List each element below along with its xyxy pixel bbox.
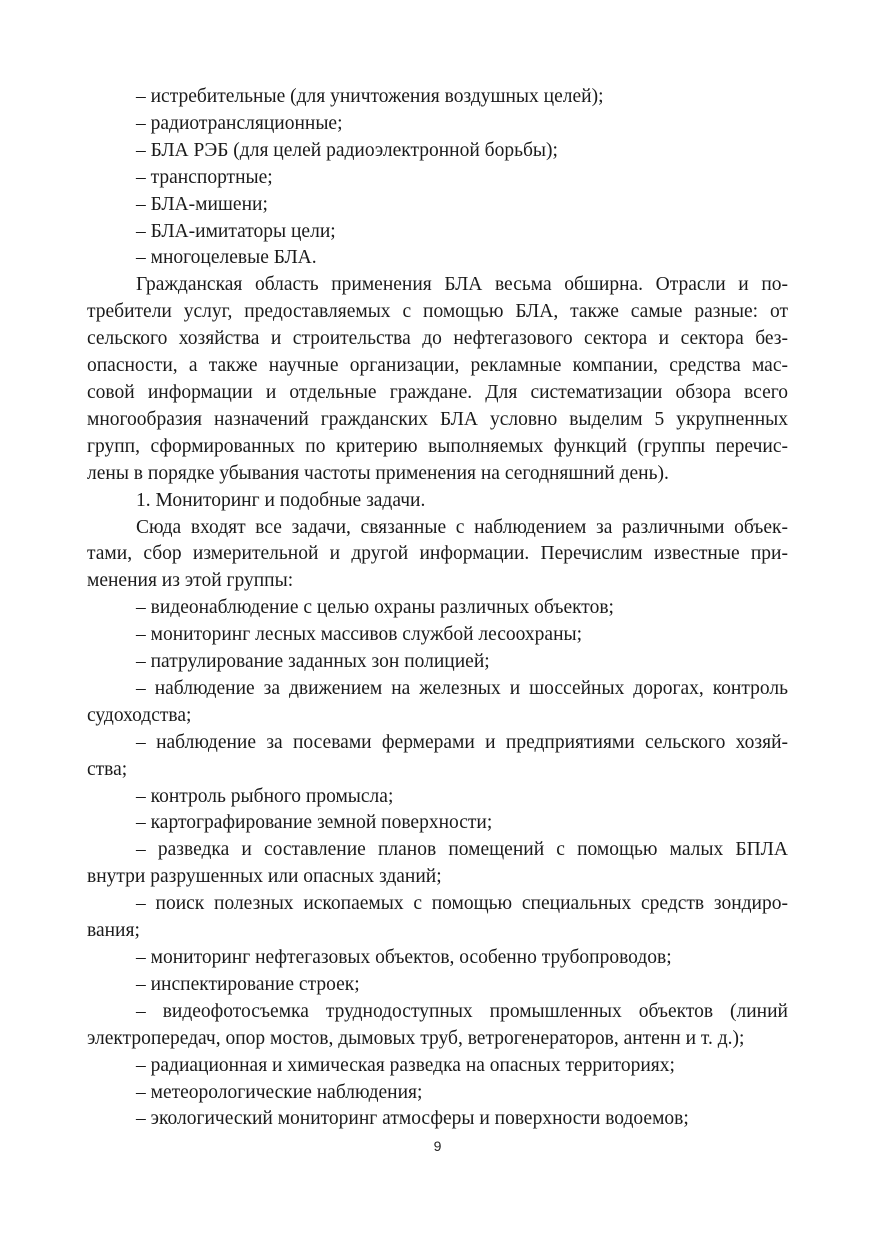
list-item: – мониторинг нефтегазовых объектов, особенно трубопроводов; — [136, 947, 672, 968]
paragraph-line: Гражданская область применения БЛА весьма обширна. Отрасли и по- — [136, 274, 788, 296]
paragraph-line: менения из этой группы: — [87, 570, 294, 592]
list-item: – наблюдение за посевами фермерами и предприятиями сельского хозяй- — [136, 731, 788, 753]
list-item-continuation: электропередач, опор мостов, дымовых труб, ветрогенераторов, антенн и т. д.); — [87, 1027, 745, 1049]
paragraph-line: Сюда входят все задачи, связанные с наблюдением за различными объек- — [136, 516, 788, 538]
list-item: – метеорологические наблюдения; — [136, 1081, 423, 1103]
paragraph-line: сельского хозяйства и строительства до нефтегазового сектора и сектора без- — [87, 328, 788, 350]
list-item: – мониторинг лесных массивов службой лесоохраны; — [136, 624, 583, 646]
paragraph-line: совой информации и отдельные граждане. Для систематизации обзора всего — [87, 381, 788, 403]
list-item: – БЛА-мишени; — [136, 193, 268, 215]
list-item: – наблюдение за движением на железных и шоссейных дорогах, контроль — [136, 677, 788, 699]
document-body — [87, 84, 788, 1133]
list-item: – инспектирование строек; — [136, 973, 360, 995]
list-item: – разведка и составление планов помещений с помощью малых БПЛА — [136, 839, 788, 861]
list-item: – экологический мониторинг атмосферы и поверхности водоемов; — [136, 1108, 689, 1130]
list-item: – поиск полезных ископаемых с помощью специальных средств зондиро- — [136, 893, 788, 915]
list-item: – радиационная и химическая разведка на опасных территориях; — [136, 1054, 675, 1076]
list-item-continuation: внутри разрушенных или опасных зданий; — [87, 866, 442, 888]
list-item: – многоцелевые БЛА. — [136, 247, 317, 269]
paragraph-line: многообразия назначений гражданских БЛА условно выделим 5 укрупненных — [87, 408, 788, 430]
list-item: – БЛА-имитаторы цели; — [136, 220, 336, 242]
list-item: – транспортные; — [136, 166, 273, 188]
section-heading: 1. Мониторинг и подобные задачи. — [136, 489, 426, 511]
paragraph-line: опасности, а также научные организации, рекламные компании, средства мас- — [87, 355, 788, 377]
list-item: – радиотрансляционные; — [136, 112, 343, 134]
list-item: – контроль рыбного промысла; — [136, 785, 394, 807]
list-item: – видеонаблюдение с целью охраны различных объектов; — [136, 597, 614, 619]
list-item-continuation: судоходства; — [87, 704, 192, 726]
paragraph-line: тами, сбор измерительной и другой информации. Перечислим известные при- — [87, 543, 788, 565]
list-item: – видеофотосъемка труднодоступных промышленных объектов (линий — [136, 1000, 788, 1022]
list-item: – истребительные (для уничтожения воздушных целей); — [136, 86, 604, 107]
page-number: 9 — [433, 1138, 442, 1154]
paragraph-line: групп, сформированных по критерию выполняемых функций (группы перечис- — [87, 435, 788, 457]
paragraph-line: требители услуг, предоставляемых с помощью БЛА, также самые разные: от — [87, 301, 788, 323]
list-item: – патрулирование заданных зон полицией; — [136, 651, 490, 673]
list-item-continuation: вания; — [87, 920, 140, 942]
list-item-continuation: ства; — [87, 758, 128, 780]
list-item: – БЛА РЭБ (для целей радиоэлектронной борьбы); — [136, 139, 558, 161]
list-item: – картографирование земной поверхности; — [136, 812, 493, 834]
paragraph-line: лены в порядке убывания частоты применения на сегодняшний день). — [87, 462, 669, 484]
